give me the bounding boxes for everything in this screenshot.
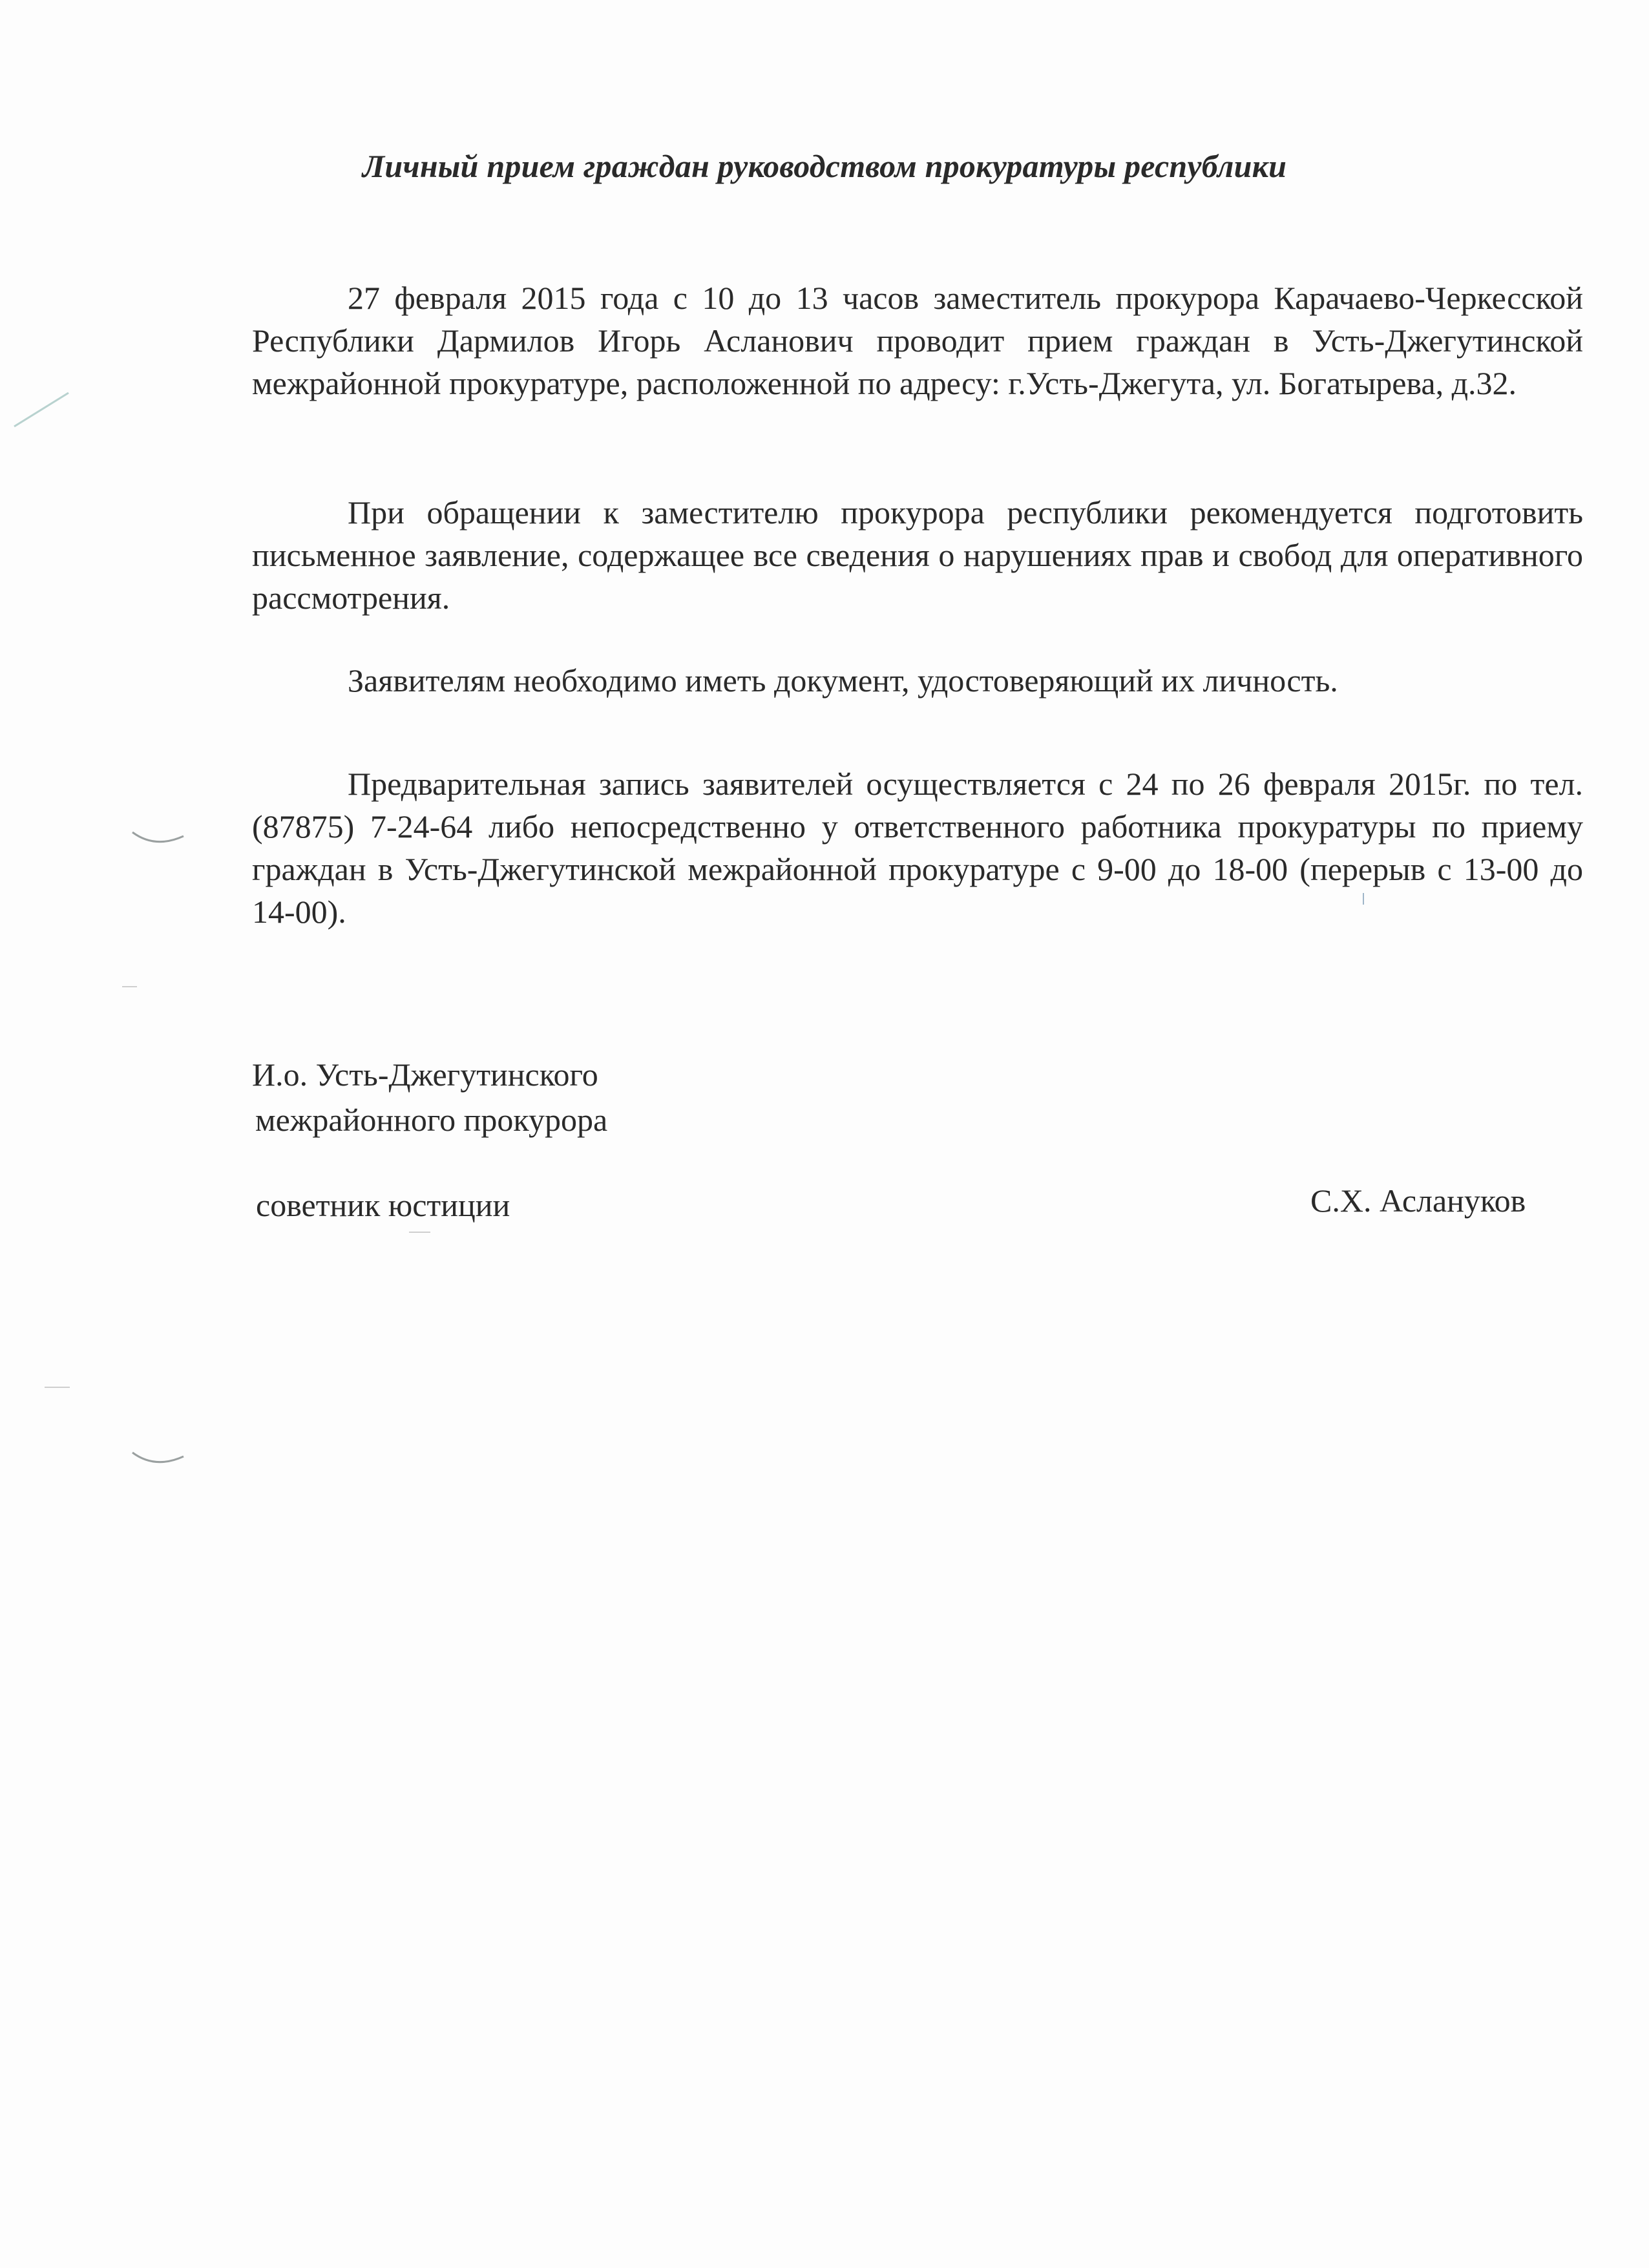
signature-position-line-2: межрайонного прокурора (255, 1102, 608, 1138)
scan-mark-left-upper (129, 827, 187, 853)
scan-speck-2 (43, 1383, 72, 1392)
signatory-name: С.Х. Аслануков (1310, 1182, 1526, 1219)
paragraph-identity-document: Заявителям необходимо иметь документ, удостоверяющий их личность. (348, 662, 1338, 698)
paragraph-preregistration: Предварительная запись заявителей осуществляется с 24 по 26 февраля 2015г. по тел. (87875) 7-24-64 либо непосредственно у ответственного работника прокуратуры по приему граждан в Усть-Джегутинской межрайонной прокуратуре с 9-00 до 18-00 (перерыв с 13-00 до 14-00). (252, 766, 1583, 930)
scan-mark-left-lower (129, 1447, 187, 1473)
scan-speck-1 (120, 982, 140, 991)
document-title: Личный прием граждан руководством прокуратуры республики (362, 148, 1287, 184)
signature-position-line-1: И.о. Усть-Джегутинского (252, 1056, 598, 1093)
scan-speck-3 (407, 1228, 433, 1237)
signature-rank: советник юстиции (256, 1187, 510, 1223)
paragraph-written-statement: При обращении к заместителю прокурора республики рекомендуется подготовить письменное заявление, содержащее все сведения о нарушениях прав и свобод для оперативного рассмотрения. (252, 494, 1583, 616)
scan-mark-top-left (9, 388, 74, 433)
paragraph-reception-schedule: 27 февраля 2015 года с 10 до 13 часов заместитель прокурора Карачаево-Черкесской Республики Дармилов Игорь Асланович проводит прием граждан в Усть-Джегутинской межрайонной прокуратуре, расположенной по адресу: г.Усть-Джегута, ул. Богатырева, д.32. (252, 280, 1583, 401)
